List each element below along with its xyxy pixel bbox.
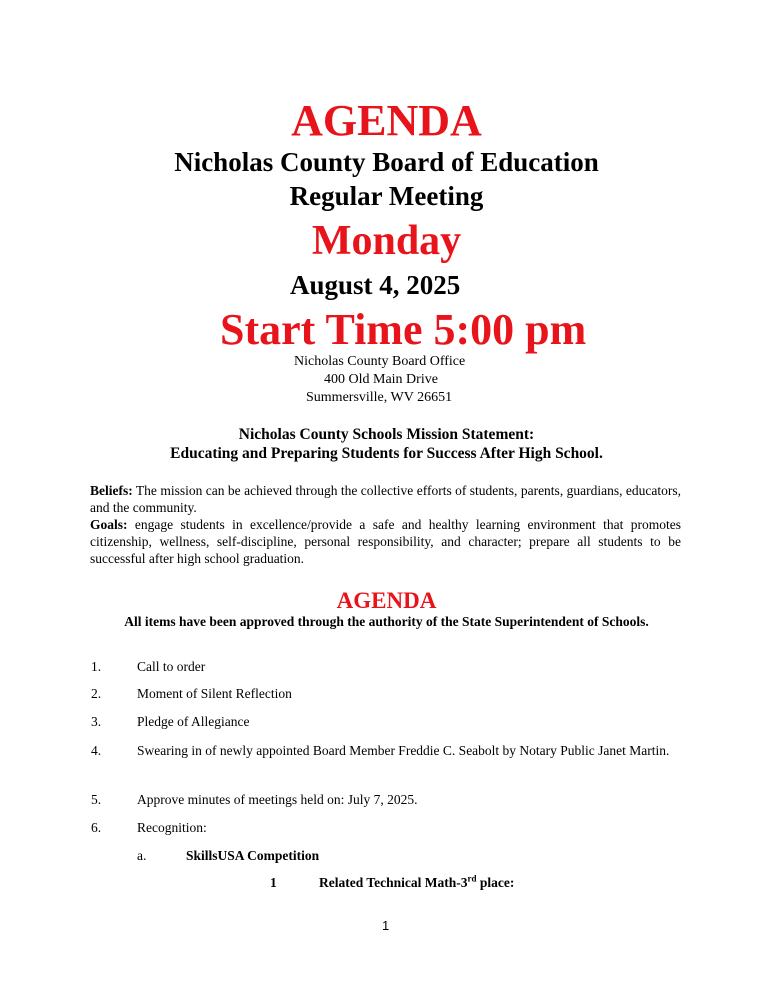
subsubitem-text xyxy=(319,875,514,891)
list-item: Moment of Silent Reflection xyxy=(137,686,292,701)
list-item: Approve minutes of meetings held on: July 7, 2025. xyxy=(137,792,418,807)
list-item: Pledge of Allegiance xyxy=(137,714,250,729)
approval-note: All items have been approved through the authority of the State Superintendent of Schools. xyxy=(124,614,649,629)
office-street: 400 Old Main Drive xyxy=(324,372,438,387)
item-number: 1. xyxy=(91,659,102,674)
subsubitem-text-main: Related Technical Math-3 xyxy=(319,875,468,890)
item-number: 5. xyxy=(91,792,102,807)
beliefs-label: Beliefs: xyxy=(90,483,133,498)
beliefs-paragraph xyxy=(90,482,681,516)
agenda-title: AGENDA xyxy=(291,96,482,145)
subitem-letter: a. xyxy=(137,848,147,863)
subsubitem-number: 1 xyxy=(270,875,277,890)
item-number: 2. xyxy=(91,686,102,701)
office-name: Nicholas County Board Office xyxy=(294,354,466,369)
meeting-type: Regular Meeting xyxy=(289,181,484,211)
page-number: 1 xyxy=(382,918,390,933)
subsubitem-text-end: place: xyxy=(476,875,515,890)
beliefs-text: The mission can be achieved through the collective efforts of students, parents, guardians, educators, and the community. xyxy=(90,483,681,515)
mission-heading: Nicholas County Schools Mission Statement: xyxy=(238,426,535,443)
list-item: Call to order xyxy=(137,659,206,674)
mission-statement: Educating and Preparing Students for Success After High School. xyxy=(170,445,603,462)
item-number: 3. xyxy=(91,714,102,729)
office-city: Summersville, WV 26651 xyxy=(306,390,453,405)
goals-paragraph xyxy=(90,516,681,567)
start-time: Start Time 5:00 pm xyxy=(220,305,587,354)
goals-text: engage students in excellence/provide a safe and healthy learning environment that promotes citizenship, wellness, self-discipline, personal responsibility, and character; prepare all students to be successful after high school graduation. xyxy=(90,517,681,566)
item-number: 4. xyxy=(91,743,102,758)
list-item: Recognition: xyxy=(137,820,207,835)
meeting-day: Monday xyxy=(311,218,462,264)
subsubitem-superscript: rd xyxy=(467,873,477,884)
subitem-text: SkillsUSA Competition xyxy=(186,848,320,863)
list-item: Swearing in of newly appointed Board Member Freddie C. Seabolt by Notary Public Janet Martin. xyxy=(137,743,670,758)
goals-label: Goals: xyxy=(90,517,128,532)
meeting-date: August 4, 2025 xyxy=(290,270,461,300)
item-number: 6. xyxy=(91,820,102,835)
agenda-subtitle: AGENDA xyxy=(336,588,437,613)
board-name: Nicholas County Board of Education xyxy=(174,147,599,177)
